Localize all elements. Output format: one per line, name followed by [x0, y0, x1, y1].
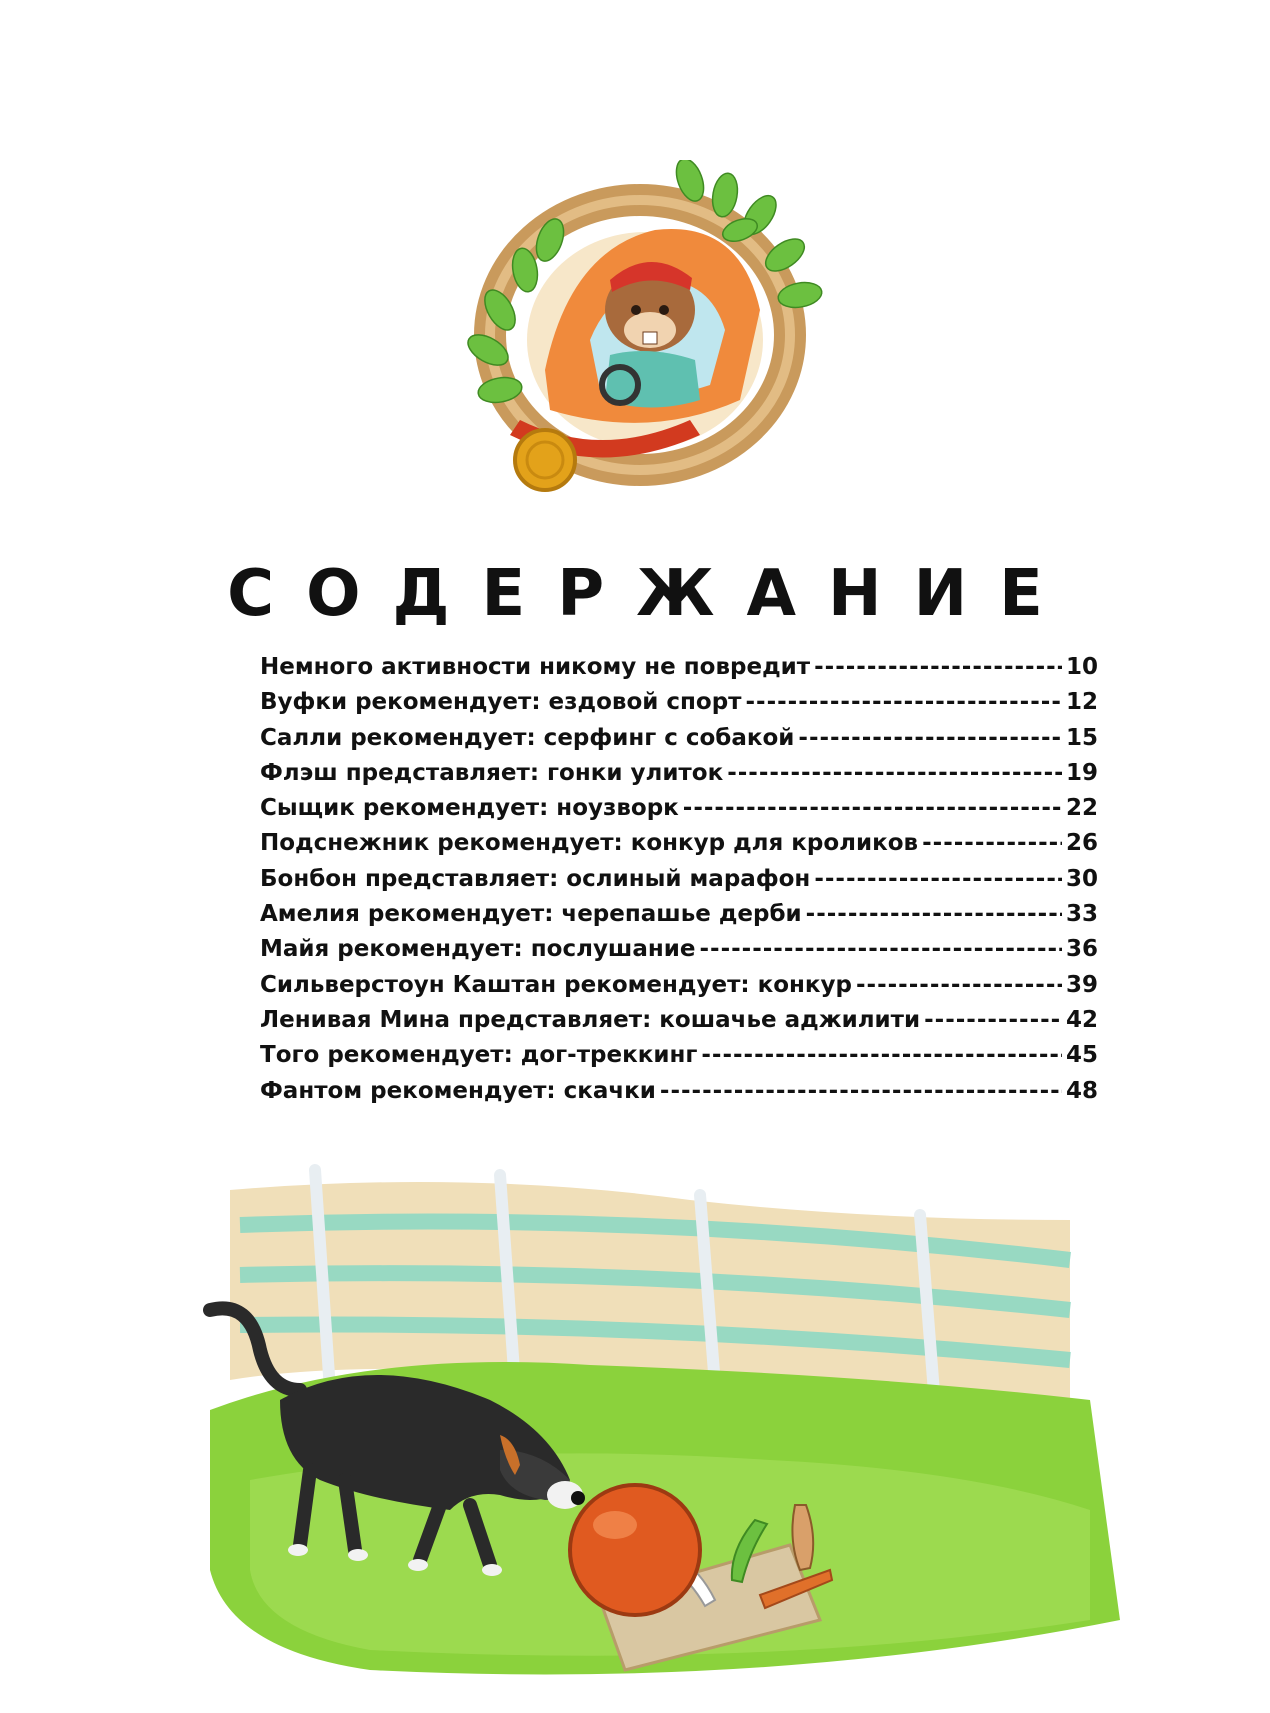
toc-entry-page: 19: [1065, 759, 1098, 786]
toc-leader-dots: [806, 901, 1062, 927]
toc-entry: [260, 866, 1098, 901]
toc-entry: [260, 654, 1098, 689]
toc-entry-title: Бонбон представляет: ослиный марафон: [260, 865, 811, 892]
toc-leader-dots: [727, 760, 1062, 786]
toc-entry-title: Сильверстоун Каштан рекомендует: конкур: [260, 971, 852, 998]
toc-leader-dots: [922, 830, 1062, 856]
page-title: СОДЕРЖАНИЕ: [227, 557, 1075, 631]
toc-entry-page: 10: [1065, 654, 1098, 680]
toc-entry-page: 45: [1065, 1042, 1098, 1069]
toc-entry-title: Амелия рекомендует: черепашье дерби: [260, 901, 802, 928]
toc-entry: [260, 830, 1098, 865]
toc-leader-dots: [856, 972, 1062, 998]
table-of-contents: [260, 654, 1098, 1113]
toc-entry-page: 15: [1065, 724, 1098, 751]
toc-entry: [260, 1007, 1098, 1042]
toc-entry-title: Немного активности никому не повредит: [260, 654, 811, 680]
toc-leader-dots: [683, 795, 1062, 821]
toc-entry: [260, 1042, 1098, 1077]
toc-entry-title: Флэш представляет: гонки улиток: [260, 759, 724, 786]
toc-entry: [260, 795, 1098, 830]
toc-entry: [260, 760, 1098, 795]
toc-entry-page: 30: [1065, 865, 1098, 892]
toc-entry-title: Подснежник рекомендует: конкур для кроликов: [260, 830, 919, 857]
toc-entry-title: Фантом рекомендует: скачки: [260, 1077, 656, 1104]
toc-leader-dots: [660, 1078, 1062, 1104]
toc-entry-title: Ленивая Мина представляет: кошачье аджилити: [260, 1006, 921, 1033]
toc-entry-page: 42: [1065, 1006, 1098, 1033]
toc-entry-page: 39: [1065, 971, 1098, 998]
toc-leader-dots: [745, 689, 1062, 715]
dog-bowling-scene-illustration: [170, 1150, 1130, 1690]
toc-entry-title: Вуфки рекомендует: ездовой спорт: [260, 689, 742, 716]
toc-entry-page: 48: [1065, 1077, 1098, 1104]
toc-entry: [260, 901, 1098, 936]
toc-entry-title: Сыщик рекомендует: ноузворк: [260, 795, 679, 822]
toc-entry: [260, 1078, 1098, 1113]
toc-entry-page: 36: [1065, 936, 1098, 963]
toc-entry-page: 22: [1065, 795, 1098, 822]
toc-entry-page: 33: [1065, 901, 1098, 928]
toc-leader-dots: [924, 1007, 1062, 1033]
toc-entry-title: Салли рекомендует: серфинг с собакой: [260, 724, 795, 751]
toc-entry-title: Того рекомендует: дог-треккинг: [260, 1042, 698, 1069]
toc-leader-dots: [701, 1042, 1062, 1068]
toc-entry: [260, 689, 1098, 724]
toc-entry: [260, 936, 1098, 971]
toc-leader-dots: [814, 654, 1062, 680]
toc-leader-dots: [699, 936, 1062, 962]
beaver-racer-medallion-illustration: [440, 160, 830, 520]
toc-leader-dots: [814, 866, 1062, 892]
toc-leader-dots: [798, 725, 1062, 751]
toc-entry-title: Майя рекомендует: послушание: [260, 936, 696, 963]
toc-entry: [260, 725, 1098, 760]
toc-entry-page: 12: [1065, 689, 1098, 716]
toc-entry-page: 26: [1065, 830, 1098, 857]
toc-entry: [260, 972, 1098, 1007]
